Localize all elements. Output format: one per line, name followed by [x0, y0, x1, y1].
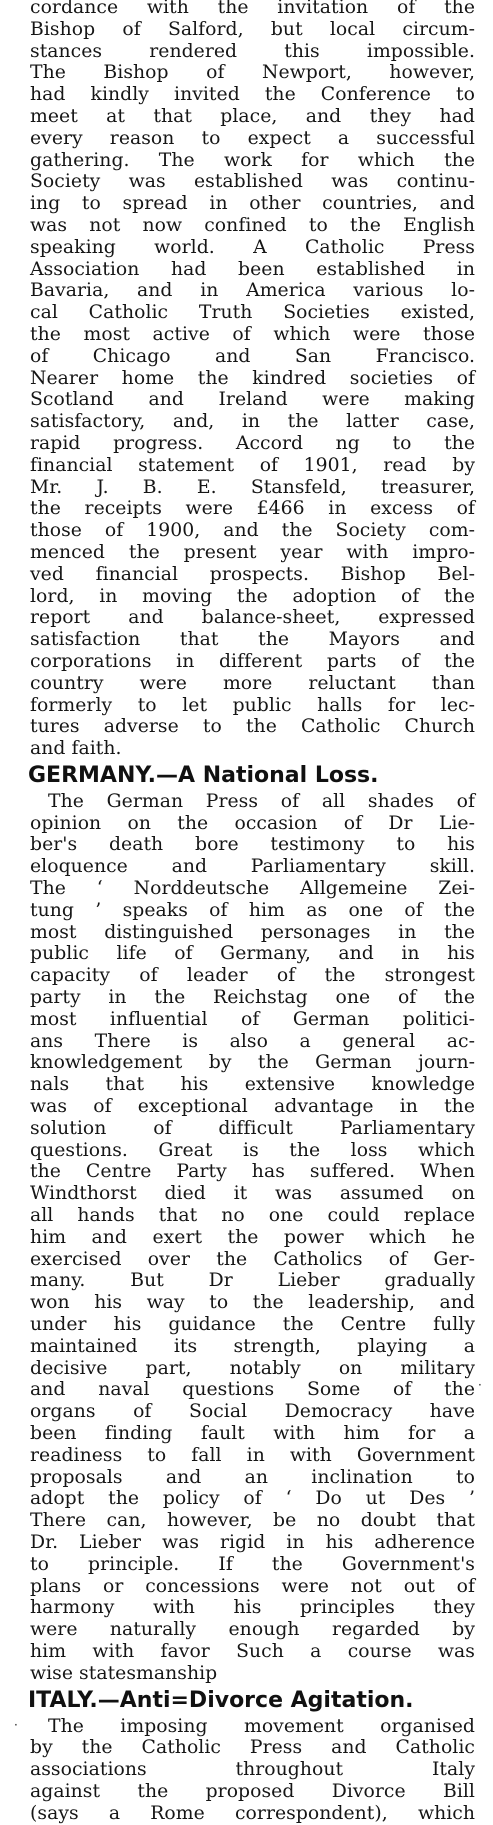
germany-paragraph: [30, 791, 475, 1685]
text-line: solution of difficult Parliamentary: [30, 1117, 475, 1139]
text-line: decisive part, notably on military: [30, 1357, 475, 1379]
text-line: satisfactory, and, in the latter case,: [30, 411, 475, 433]
text-line: country were more reluctant than: [30, 672, 475, 694]
italy-paragraph: [30, 1716, 475, 1825]
text-line: meet at that place, and they had: [30, 105, 475, 127]
text-line: to principle. If the Government's: [30, 1553, 475, 1575]
text-line: most influential of German politici-: [30, 1008, 475, 1030]
text-line: Society was established was continu-: [30, 171, 475, 193]
text-line: public life of Germany, and in his: [30, 943, 475, 965]
text-line: readiness to fall in with Government: [30, 1444, 475, 1466]
text-line: questions. Great is the loss which: [30, 1139, 475, 1161]
intro-paragraph: [30, 0, 475, 760]
text-line: menced the present year with impro-: [30, 541, 475, 563]
text-line: (says a Rome correspondent), which: [30, 1802, 475, 1824]
text-line: cal Catholic Truth Societies existed,: [30, 302, 475, 324]
text-line: gathering. The work for which the: [30, 149, 475, 171]
text-line: was of exceptional advantage in the: [30, 1096, 475, 1118]
text-line: lord, in moving the adoption of the: [30, 585, 475, 607]
text-line: The imposing movement organised: [48, 1715, 475, 1737]
text-line: Association had been established in: [30, 258, 475, 280]
text-line: been finding fault with him for a: [30, 1423, 475, 1444]
text-line: of Chicago and San Francisco.: [30, 345, 475, 367]
text-line: Scotland and Ireland were making: [30, 389, 475, 411]
text-line: The Bishop of Newport, however,: [30, 62, 475, 84]
text-line: by the Catholic Press and Catholic: [30, 1737, 475, 1759]
text-line: every reason to expect a successful: [30, 127, 475, 149]
text-line: won his way to the leadership, and: [30, 1292, 475, 1314]
text-line: proposals and an inclination to: [30, 1466, 475, 1488]
text-line: and naval questions Some of the: [30, 1379, 475, 1401]
text-line: speaking world. A Catholic Press: [30, 236, 475, 258]
text-line: cordance with the invitation of the: [30, 0, 475, 18]
text-line: associations throughout Italy: [30, 1759, 475, 1781]
text-line: under his guidance the Centre fully: [30, 1314, 475, 1336]
text-line: capacity of leader of the strongest: [30, 965, 475, 987]
text-line: financial statement of 1901, read by: [30, 454, 475, 476]
text-line: was not now confined to the English: [30, 214, 475, 236]
text-line: ing to spread in other countries, and: [30, 193, 475, 215]
text-line: Dr. Lieber was rigid in his adherence: [30, 1531, 475, 1553]
text-line: knowledgement by the German journ-: [30, 1052, 475, 1074]
text-line: tung ’ speaks of him as one of the: [30, 899, 475, 921]
text-line: and faith.: [30, 738, 122, 760]
print-speck: ·: [14, 1718, 18, 1732]
text-line: the Centre Party has suffered. When: [30, 1161, 475, 1183]
text-line: those of 1900, and the Society com-: [30, 520, 475, 542]
text-line: the most active of which were those: [30, 323, 475, 345]
text-line: party in the Reichstag one of the: [30, 987, 475, 1009]
text-line: corporations in different parts of the: [30, 650, 475, 672]
text-line: him with favor Such a course was: [30, 1640, 475, 1662]
section-heading-italy: ITALY.—Anti=Divorce Agitation.: [28, 1687, 414, 1713]
text-line: wise statesmanship: [30, 1662, 218, 1684]
text-line: opinion on the occasion of Dr Lie-: [30, 812, 475, 834]
text-line: against the proposed Divorce Bill: [30, 1780, 475, 1802]
text-line: rapid progress. Accord ng to the: [30, 432, 475, 454]
article-column: [30, 0, 475, 1825]
print-speck: ·: [478, 1378, 482, 1392]
text-line: plans or concessions were not out of: [30, 1575, 475, 1597]
section-heading-germany: GERMANY.—A National Loss.: [28, 762, 379, 788]
text-line: organs of Social Democracy have: [30, 1401, 475, 1423]
text-line: nals that his extensive knowledge: [30, 1074, 475, 1096]
text-line: Bishop of Salford, but local circum-: [30, 18, 475, 40]
text-line: Mr. J. B. E. Stansfeld, treasurer,: [30, 476, 475, 498]
text-line: satisfaction that the Mayors and: [30, 629, 475, 651]
text-line: The German Press of all shades of: [48, 790, 475, 812]
text-line: Windthorst died it was assumed on: [30, 1183, 475, 1205]
text-line: The ‘ Norddeutsche Allgemeine Zei-: [30, 878, 475, 900]
text-line: There can, however, be no doubt that: [30, 1510, 475, 1532]
text-line: him and exert the power which he: [30, 1226, 475, 1248]
text-line: were naturally enough regarded by: [30, 1619, 475, 1641]
text-line: most distinguished personages in the: [30, 921, 475, 943]
text-line: maintained its strength, playing a: [30, 1335, 475, 1357]
text-line: adopt the policy of ‘ Do ut Des ’: [30, 1488, 475, 1510]
text-line: stances rendered this impossible.: [30, 40, 475, 62]
text-line: all hands that no one could replace: [30, 1205, 475, 1227]
text-line: eloquence and Parliamentary skill.: [30, 856, 475, 878]
text-line: formerly to let public halls for lec-: [30, 694, 475, 716]
text-line: Bavaria, and in America various lo-: [30, 280, 475, 302]
text-line: ber's death bore testimony to his: [30, 834, 475, 856]
text-line: had kindly invited the Conference to: [30, 84, 475, 106]
text-line: tures adverse to the Catholic Church: [30, 716, 475, 738]
text-line: report and balance-sheet, expressed: [30, 607, 475, 629]
text-line: many. But Dr Lieber gradually: [30, 1270, 475, 1292]
text-line: Nearer home the kindred societies of: [30, 367, 475, 389]
text-line: ved financial prospects. Bishop Bel-: [30, 563, 475, 585]
text-line: harmony with his principles they: [30, 1597, 475, 1619]
text-line: ans There is also a general ac-: [30, 1030, 475, 1052]
text-line: the receipts were £466 in excess of: [30, 498, 475, 520]
text-line: exercised over the Catholics of Ger-: [30, 1248, 475, 1270]
